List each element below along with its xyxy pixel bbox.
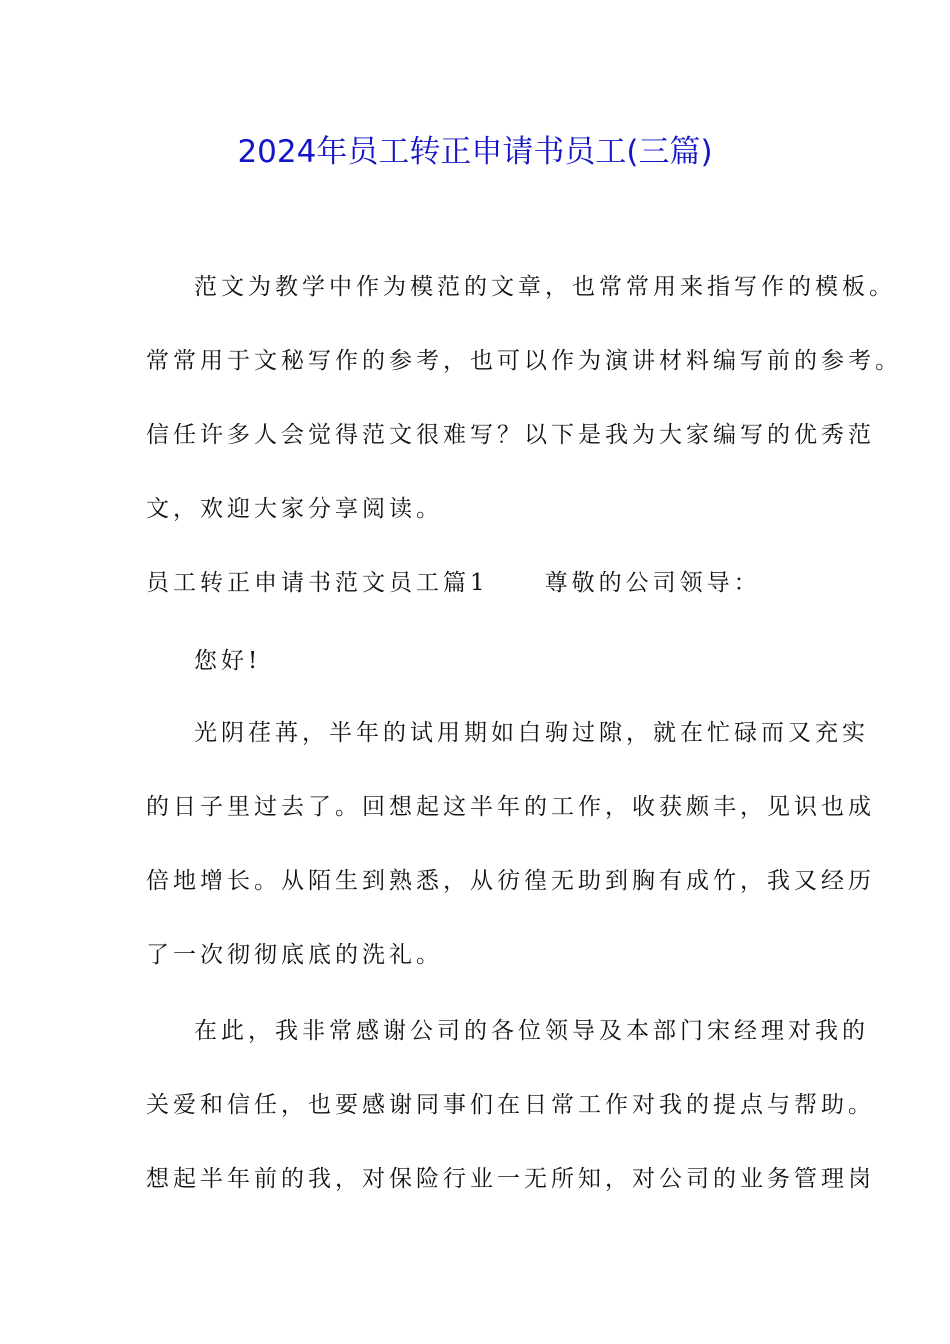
para1-line-4: 了一次彻彻底底的洗礼。 (146, 942, 443, 968)
section-heading: 员工转正申请书范文员工篇1 (146, 570, 489, 596)
para2-line-3: 想起半年前的我，对保险行业一无所知，对公司的业务管理岗 (146, 1166, 875, 1192)
document-title: 2024年员工转正申请书员工(三篇) (237, 134, 713, 170)
para1-line-3: 倍地增长。从陌生到熟悉，从彷徨无助到胸有成竹，我又经历 (146, 868, 875, 894)
para2-line-1: 在此，我非常感谢公司的各位领导及本部门宋经理对我的 (194, 1018, 869, 1044)
intro-line-2: 常常用于文秘写作的参考，也可以作为演讲材料编写前的参考。 (146, 348, 902, 374)
greeting: 您好! (194, 648, 262, 674)
para1-line-1: 光阴荏苒，半年的试用期如白驹过隙，就在忙碌而又充实 (194, 720, 869, 746)
para1-line-2: 的日子里过去了。回想起这半年的工作，收获颇丰，见识也成 (146, 794, 875, 820)
section-heading-line (146, 566, 761, 600)
salutation: 尊敬的公司领导： (544, 570, 761, 596)
intro-line-3: 信任许多人会觉得范文很难写？以下是我为大家编写的优秀范 (146, 422, 875, 448)
intro-line-4: 文，欢迎大家分享阅读。 (146, 496, 443, 522)
para2-line-2: 关爱和信任，也要感谢同事们在日常工作对我的提点与帮助。 (146, 1092, 875, 1118)
intro-line-1: 范文为教学中作为模范的文章，也常常用来指写作的模板。 (194, 274, 896, 300)
